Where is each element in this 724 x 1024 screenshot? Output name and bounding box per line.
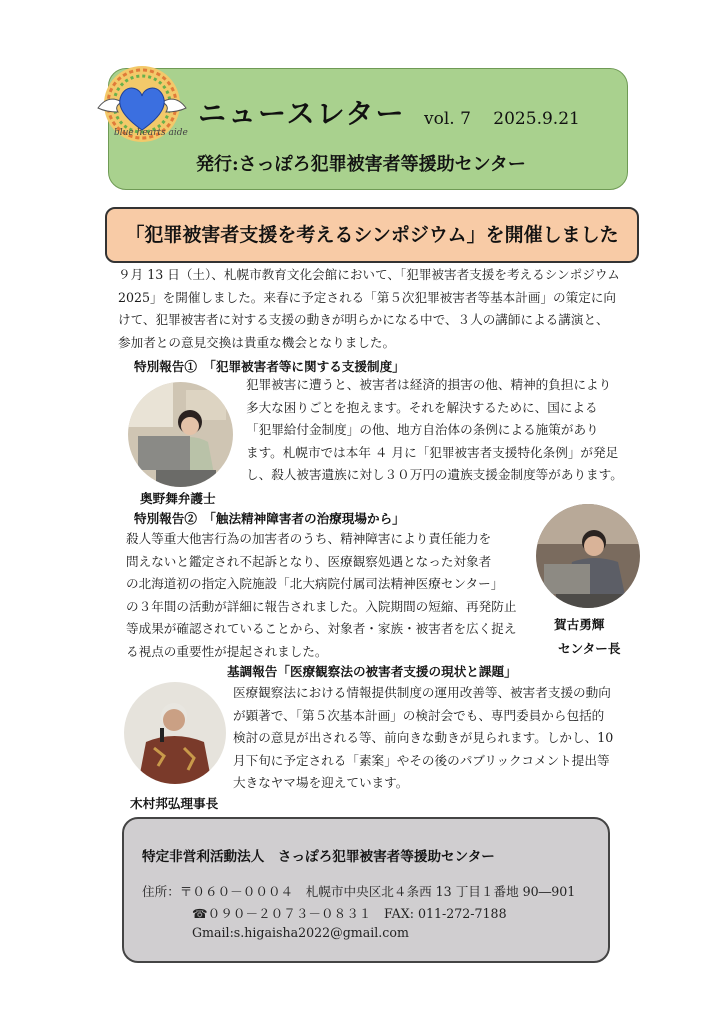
- report3-line: 月下旬に予定される「素案」やその後のパブリックコメント提出等: [233, 752, 610, 768]
- report1-line: 多大な困りごとを抱えます。それを解決するために、国による: [246, 399, 598, 415]
- report3-line: 医療観察法における情報提供制度の運用改善等、被害者支援の動向: [233, 685, 611, 700]
- report3-line: 大きなヤマ場を迎えています。: [233, 775, 409, 790]
- report3-caption: 木村邦弘理事長: [130, 796, 219, 811]
- report3-line: が顕著で、「第５次基本計画」の検討会でも、専門委員から包括的: [233, 707, 605, 723]
- intro-line: 2025」を開催しました。来春に予定される「第５次犯罪被害者等基本計画」の策定に向: [118, 289, 617, 305]
- report2-line: 殺人等重大他害行為の加害者のうち、精神障害により責任能力を: [126, 531, 492, 546]
- report1-line: ます。札幌市では本年 ４ 月に「犯罪被害者支援特化条例」が発足: [246, 444, 619, 460]
- report3-heading: 基調報告「医療観察法の被害者支援の現状と課題」: [227, 664, 517, 679]
- report1-body: [246, 374, 630, 487]
- report3-line: 検討の意見が出される等、前向きな動きが見られます。しかし、10: [233, 730, 614, 745]
- footer-phone: ☎０９０－２０７３－０８３１ FAX: 011-272-7188: [192, 906, 507, 921]
- report2-line: る視点の重要性が提起されました。: [126, 643, 328, 659]
- report1-line: 犯罪被害に遭うと、被害者は経済的損害の他、精神的負担により: [246, 377, 612, 392]
- publisher: 発行:さっぽろ犯罪被害者等援助センター: [196, 154, 526, 175]
- footer-address: 住所：〒０６０－０００４ 札幌市中央区北４条西 13 丁目１番地 90―901: [142, 884, 576, 899]
- report1-caption: 奥野舞弁護士: [140, 491, 216, 506]
- report2-caption-title: センター長: [558, 641, 621, 656]
- footer-org-name: 特定非営利活動法人 さっぽろ犯罪被害者等援助センター: [142, 849, 495, 865]
- volume-date: vol. 7 2025.9.21: [424, 109, 580, 129]
- footer-email: Gmail:s.higaisha2022@gmail.com: [192, 925, 409, 940]
- report1-heading: 特別報告① 「犯罪被害者等に関する支援制度」: [134, 359, 405, 374]
- speaker-photo-kimura: [124, 682, 226, 784]
- report2-line: の北海道初の指定入院施設「北大病院付属司法精神医療センター」: [126, 576, 504, 591]
- newsletter-title: ニュースレター: [198, 97, 406, 130]
- headline-text: 「犯罪被害者支援を考えるシンポジウム」を開催しました: [125, 224, 619, 246]
- report2-line: 問えないと鑑定され不起訴となり、医療観察処遇となった対象者: [126, 553, 492, 569]
- intro-line: ９月 13 日（土）、札幌市教育文化会館において、「犯罪被害者支援を考えるシンポジウム: [118, 267, 620, 282]
- speaker-photo-kako: [536, 504, 640, 608]
- report1-line: し、殺人被害遺族に対し３０万円の遺族支援金制度等があります。: [246, 467, 623, 482]
- report2-body: [126, 528, 530, 663]
- intro-line: 参加者との意見交換は貴重な機会となりました。: [118, 334, 396, 350]
- report1-line: 「犯罪給付金制度」の他、地方自治体の条例による施策があり: [246, 422, 599, 437]
- report2-line: の３年間の活動が詳細に報告されました。入院期間の短縮、再発防止: [126, 598, 517, 614]
- report2-caption-name: 賀古勇輝: [554, 617, 605, 632]
- report2-heading: 特別報告② 「触法精神障害者の治療現場から」: [134, 511, 405, 526]
- report2-line: 等成果が確認されていることから、対象者・家族・被害者を広く捉え: [126, 621, 517, 636]
- report3-body: [233, 682, 631, 795]
- logo-caption: blue hearts aide: [114, 128, 188, 138]
- intro-line: けて、犯罪被害者に対する支援の動きが明らかになる中で、３人の講師による講演と、: [118, 312, 609, 327]
- intro-paragraph: [118, 264, 628, 354]
- speaker-photo-okuno: [128, 382, 233, 487]
